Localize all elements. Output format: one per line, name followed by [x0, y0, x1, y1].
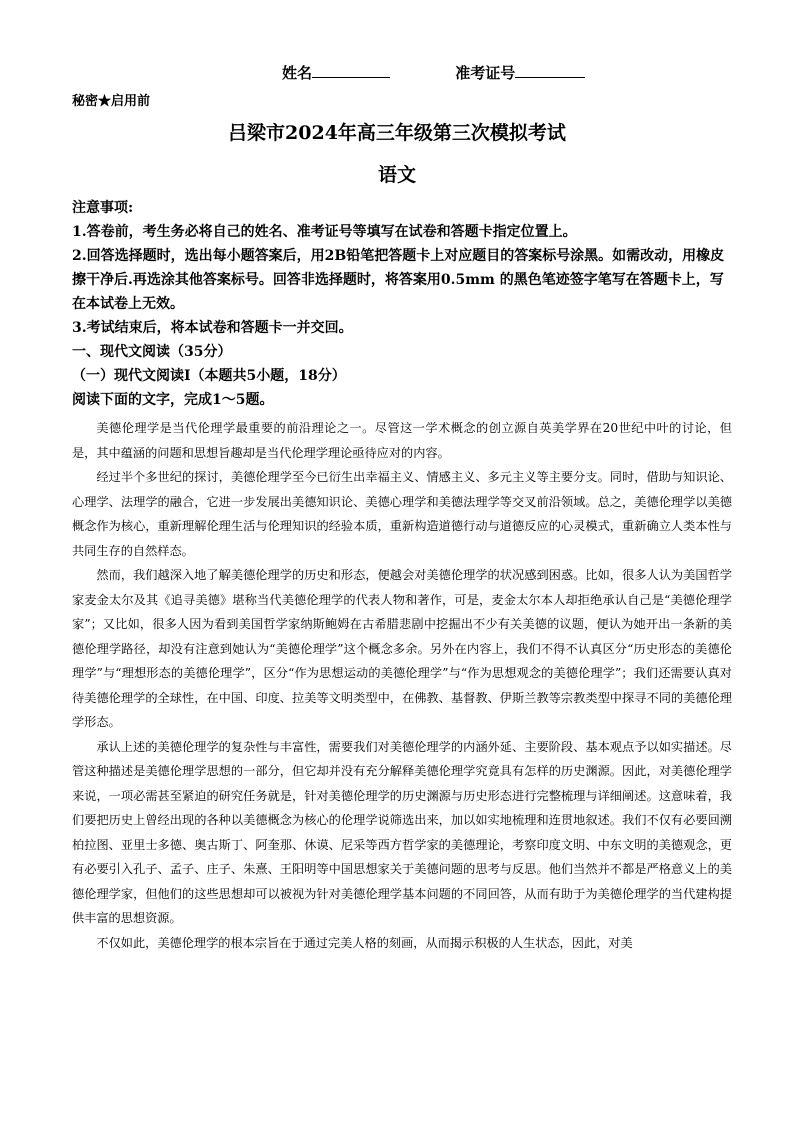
subsection-heading: （一）现代文阅读Ⅰ（本题共5小题，18分）	[72, 368, 346, 384]
passage-paragraph-4: 承认上述的美德伦理学的复杂性与丰富性，需要我们对美德伦理学的内涵外延、主要阶段、基本观点予以如实描述。尽管这种描述是美德伦理学思想的一部分，但它却并没有充分解释美德伦理学究竟具有怎样的历史渊源。因此，对美德伦理学来说，一项必需甚至紧迫的研究任务就是，针对美德伦理学的历史渊源与历史形态进行完整梳理与详细阐述。这意味着，我们要把历史上曾经出现的各种以美德概念为核心的伦理学说筛选出来，加以如实地梳理和连贯地叙述。我们不仅有必要回溯柏拉图、亚里士多德、奥古斯丁、阿奎那、休谟、尼采等西方哲学家的美德理论，考察印度文明、中东文明的美德观念，更有必要引入孔子、孟子、庄子、朱熹、王阳明等中国思想家关于美德问题的思考与反思。他们当然并不都是严格意义上的美德伦理学家，但他们的这些思想却可以被视为针对美德伦理学基本问题的不同回答，从而有助于为美德伦理学的当代建构提供丰富的思想资源。	[72, 739, 732, 925]
candidate-info-bar	[282, 62, 585, 83]
exam-id-blank	[515, 62, 585, 78]
note-item-1: 1.答卷前，考生务必将自己的姓名、准考证号等填写在试卷和答题卡指定位置上。	[72, 224, 577, 240]
section-heading: 一、现代文阅读（35分）	[72, 344, 232, 360]
passage-paragraph-1: 美德伦理学是当代伦理学最重要的前沿理论之一。尽管这一学术概念的创立源自英美学界在20世纪中叶的讨论，但是，其中蕴涵的问题和思想旨趣却是当代伦理学理论亟待应对的内容。	[72, 421, 732, 460]
note-item-3: 3.考试结束后，将本试卷和答题卡一并交回。	[72, 320, 353, 336]
subject-title: 语文	[377, 164, 416, 186]
name-label: 姓名	[282, 64, 313, 82]
reading-instruction: 阅读下面的文字，完成1～5题。	[72, 392, 274, 408]
note-item-2: 2.回答选择题时，选出每小题答案后，用2B铅笔把答题卡上对应题目的答案标号涂黑。如需改动，用橡皮擦干净后.再选涂其他答案标号。回答非选择题时，将答案用0.5mm 的黑色笔迹签字笔写在答题卡上，写在本试卷上无效。	[72, 248, 725, 312]
passage-paragraph-5: 不仅如此，美德伦理学的根本宗旨在于通过完美人格的刻画，从而揭示积极的人生状态，因此，对美	[96, 935, 633, 950]
secret-mark: 秘密★启用前	[72, 94, 151, 109]
exam-id-label: 准考证号	[455, 64, 516, 82]
passage-paragraph-2: 经过半个多世纪的探讨，美德伦理学至今已衍生出幸福主义、情感主义、多元主义等主要分支。同时，借助与知识论、心理学、法理学的融合，它进一步发展出美德知识论、美德心理学和美德法理学等交叉前沿领域。总之，美德伦理学以美德概念作为核心，重新理解伦理生活与伦理知识的经验本质，重新构造道德行动与道德反应的心灵模式，重新确立人类本性与共同生存的自然样态。	[72, 470, 732, 558]
name-blank	[312, 62, 390, 78]
exam-title: 吕梁市2024年高三年级第三次模拟考试	[228, 122, 566, 144]
reading-passage	[72, 416, 732, 955]
notes-section	[72, 196, 732, 412]
notes-heading: 注意事项:	[72, 200, 134, 216]
passage-paragraph-3: 然而，我们越深入地了解美德伦理学的历史和形态，便越会对美德伦理学的状况感到困惑。比如，很多人认为美国哲学家麦金太尔及其《追寻美德》堪称当代美德伦理学的代表人物和著作，可是，麦金太尔本人却拒绝承认自己是“美德伦理学家”；又比如，很多人因为看到美国哲学家纳斯鲍姆在古希腊悲剧中挖掘出不少有关美德的议题，便认为她开出一条新的美德伦理学路径，却没有注意到她认为“美德伦理学”这个概念多余。另外在内容上，我们不得不认真区分“历史形态的美德伦理学”与“理想形态的美德伦理学”，区分“作为思想运动的美德伦理学”与“作为思想观念的美德伦理学”；我们还需要认真对待美德伦理学的全球性，在中国、印度、拉美等文明类型中，在佛教、基督教、伊斯兰教等宗教类型中探寻不同的美德伦理学形态。	[72, 568, 732, 729]
